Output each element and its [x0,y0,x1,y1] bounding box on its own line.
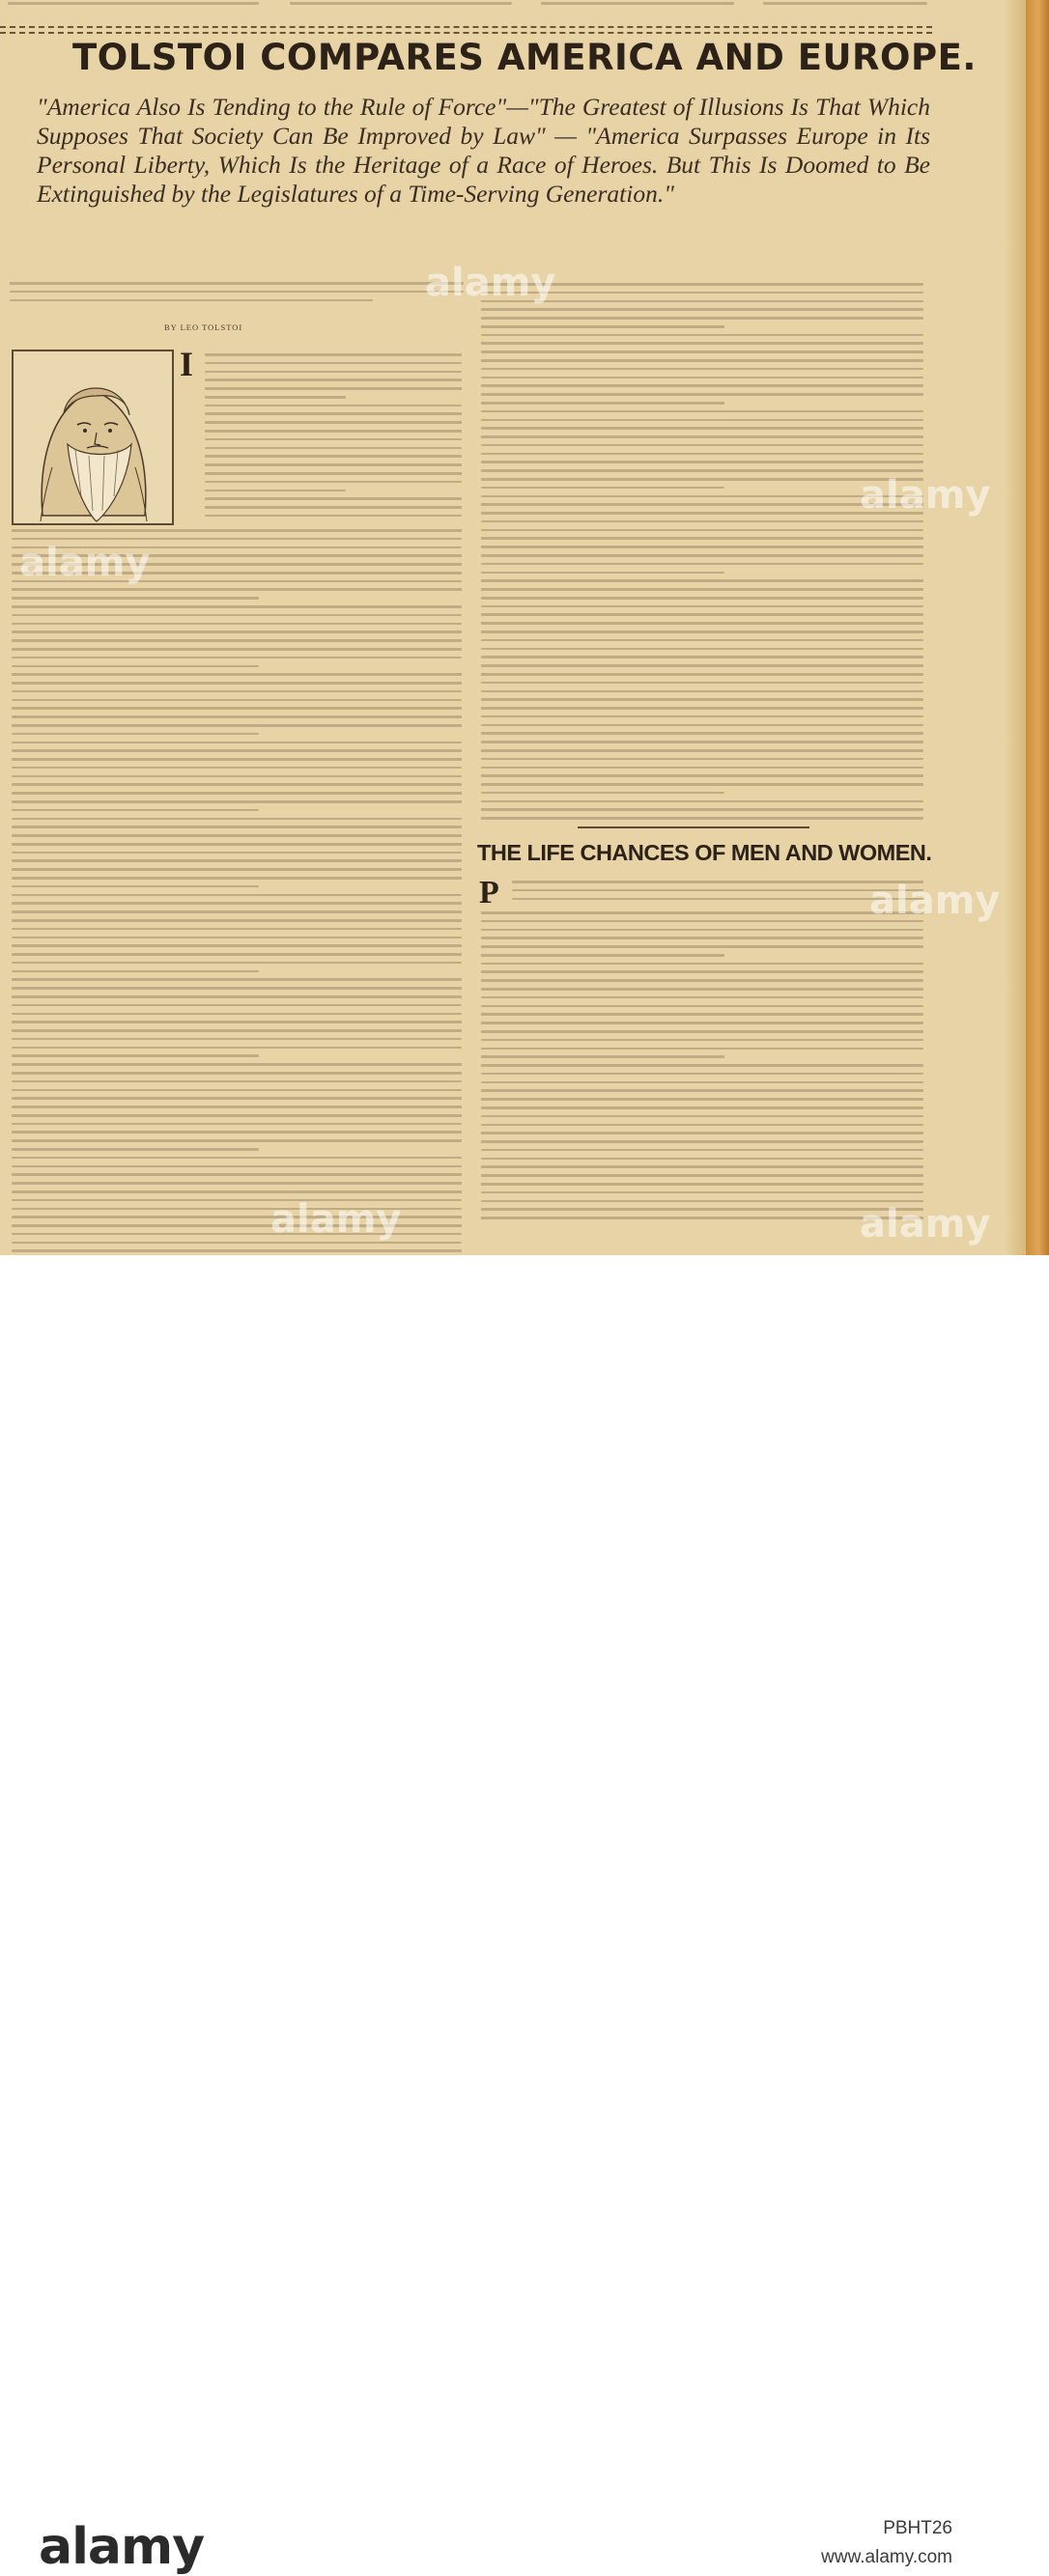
portrait-drawing [14,351,172,523]
top-dashed-rule [0,26,932,28]
top-dashed-rule-2 [0,32,932,34]
left-column-body-text [12,529,462,1255]
main-headline: TOLSTOI COMPARES AMERICA AND EUROPE. [72,37,977,78]
byline: BY LEO TOLSTOI [164,322,243,332]
intro-note [10,282,464,307]
watermark-5: alamy [860,1202,991,1246]
watermark-6: alamy [270,1197,402,1242]
top-strip-previous-article [0,0,1005,29]
page-fold [1005,0,1026,1255]
tolstoy-portrait [12,350,174,525]
stock-footer [0,1255,1049,2576]
watermark-1: alamy [19,541,151,585]
watermark-3: alamy [860,473,991,518]
right-column-body-text [481,283,923,826]
second-headline: THE LIFE CHANCES OF MEN AND WOMEN. [477,840,932,865]
subheadline: "America Also Is Tending to the Rule of Force"—"The Greatest of Illusions Is That Which Supposes That Society Can Be Improved by Law" — "America Surpasses Europe in Its Personal Liberty, Which Is the Heritage of a Race of Heroes. But This Is Doomed to Be Extinguished by the Legislatures of a Time-Serving Generation." [37,93,930,208]
second-article-body-text [481,911,923,1225]
newspaper-page [0,0,1026,1255]
watermark-4: alamy [869,879,1001,923]
second-article-text-top [512,881,923,906]
site-url: www.alamy.com [821,2547,952,2567]
dropcap-p: P [479,875,499,910]
alamy-logo: alamy [39,2518,205,2576]
dropcap-i: I [180,345,194,383]
watermark-2: alamy [425,261,556,305]
image-id: PBHT26 [883,2518,952,2538]
left-column-text-beside-portrait [205,353,462,523]
book-binding [1026,0,1049,1255]
section-divider [578,826,809,828]
